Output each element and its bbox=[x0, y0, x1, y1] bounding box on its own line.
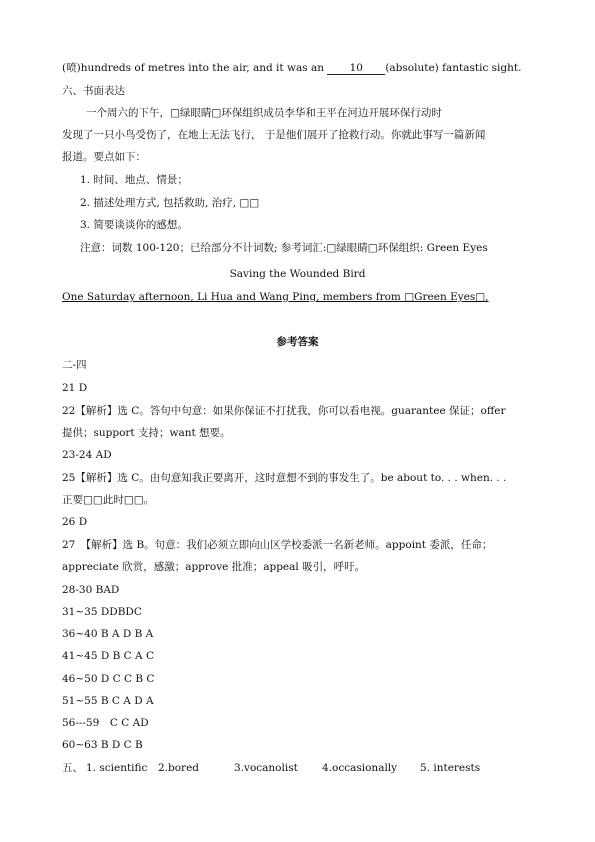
section5-tail-prefix: (喷)hundreds of metres into the air, and it was an bbox=[62, 62, 324, 74]
answer-line: 60~63 B D C B bbox=[62, 739, 143, 751]
section5-item-4: 4.occasionally bbox=[322, 762, 398, 774]
section6-heading: 六、书面表达 bbox=[62, 85, 125, 97]
answer-line: 二-四 bbox=[62, 359, 87, 371]
section5-answers-prefix: 五、 bbox=[62, 762, 83, 774]
answer-line: 51~55 B C A D A bbox=[62, 695, 154, 707]
section5-item-2: 2.bored bbox=[158, 762, 200, 774]
answer-line: 23-24 AD bbox=[62, 449, 112, 461]
answer-line: 41~45 D B C A C bbox=[62, 650, 154, 662]
blank-10: 10 bbox=[327, 62, 385, 75]
answer-line: 28-30 BAD bbox=[62, 584, 120, 596]
answers-heading: 参考答案 bbox=[276, 336, 319, 348]
answer-line: 46~50 D C C B C bbox=[62, 673, 155, 685]
section6-note: 注意：词数 100-120；已给部分不计词数; 参考词汇:□绿眼睛□环保组织: Green Eyes bbox=[80, 242, 488, 254]
answer-line: 22【解析】选 C。答句中句意：如果你保证不打扰我，你可以看电视。guarantee 保证；offer bbox=[62, 405, 506, 417]
section5-item-3: 3.vocanolist bbox=[234, 762, 298, 774]
essay-start: One Saturday afternoon, Li Hua and Wang Ping, members from □Green Eyes□, bbox=[62, 291, 489, 303]
answer-line: 正要□□此时□□。 bbox=[62, 494, 155, 506]
section6-intro-line3: 报道。要点如下： bbox=[62, 151, 146, 163]
answer-line: 36~40 B A D B A bbox=[62, 628, 154, 640]
answer-line: 56---59 C C AD bbox=[62, 717, 149, 729]
section5-item-5: 5. interests bbox=[420, 762, 481, 774]
answer-line: 26 D bbox=[62, 516, 88, 528]
section5-tail-suffix: (absolute) fantastic sight. bbox=[385, 62, 522, 74]
answer-line: 提供；support 支持；want 想要。 bbox=[62, 427, 231, 439]
section6-point-1: 1. 时间、地点、情景； bbox=[80, 174, 188, 186]
section6-point-3: 3. 简要谈谈你的感想。 bbox=[80, 219, 188, 231]
answer-line: 21 D bbox=[62, 382, 88, 394]
essay-title: Saving the Wounded Bird bbox=[229, 268, 366, 280]
section5-tail-line bbox=[62, 62, 521, 75]
section6-point-2: 2. 描述处理方式, 包括救助, 治疗, □□ bbox=[80, 197, 260, 209]
section5-answers-line bbox=[62, 762, 83, 775]
section6-intro-line1: 一个周六的下午，□绿眼睛□环保组织成员李华和王平在河边开展环保行动时 bbox=[86, 107, 442, 119]
answer-line: 31~35 DDBDC bbox=[62, 606, 142, 618]
section6-intro-line2: 发现了一只小鸟受伤了，在地上无法飞行， 于是他们展开了抢救行动。你就此事写一篇新闻 bbox=[62, 129, 486, 141]
answer-line: appreciate 欣赏，感激；approve 批准；appeal 吸引，呼吁。 bbox=[62, 561, 366, 573]
answer-line: 25【解析】选 C。由句意知我正要离开，这时意想不到的事发生了。be about to. . . when. . . bbox=[62, 472, 507, 484]
answer-line: 27 【解析】选 B。句意：我们必须立即向山区学校委派一名新老师。appoint 委派，任命； bbox=[62, 539, 493, 551]
section5-item-1: 1. scientific bbox=[86, 762, 148, 774]
